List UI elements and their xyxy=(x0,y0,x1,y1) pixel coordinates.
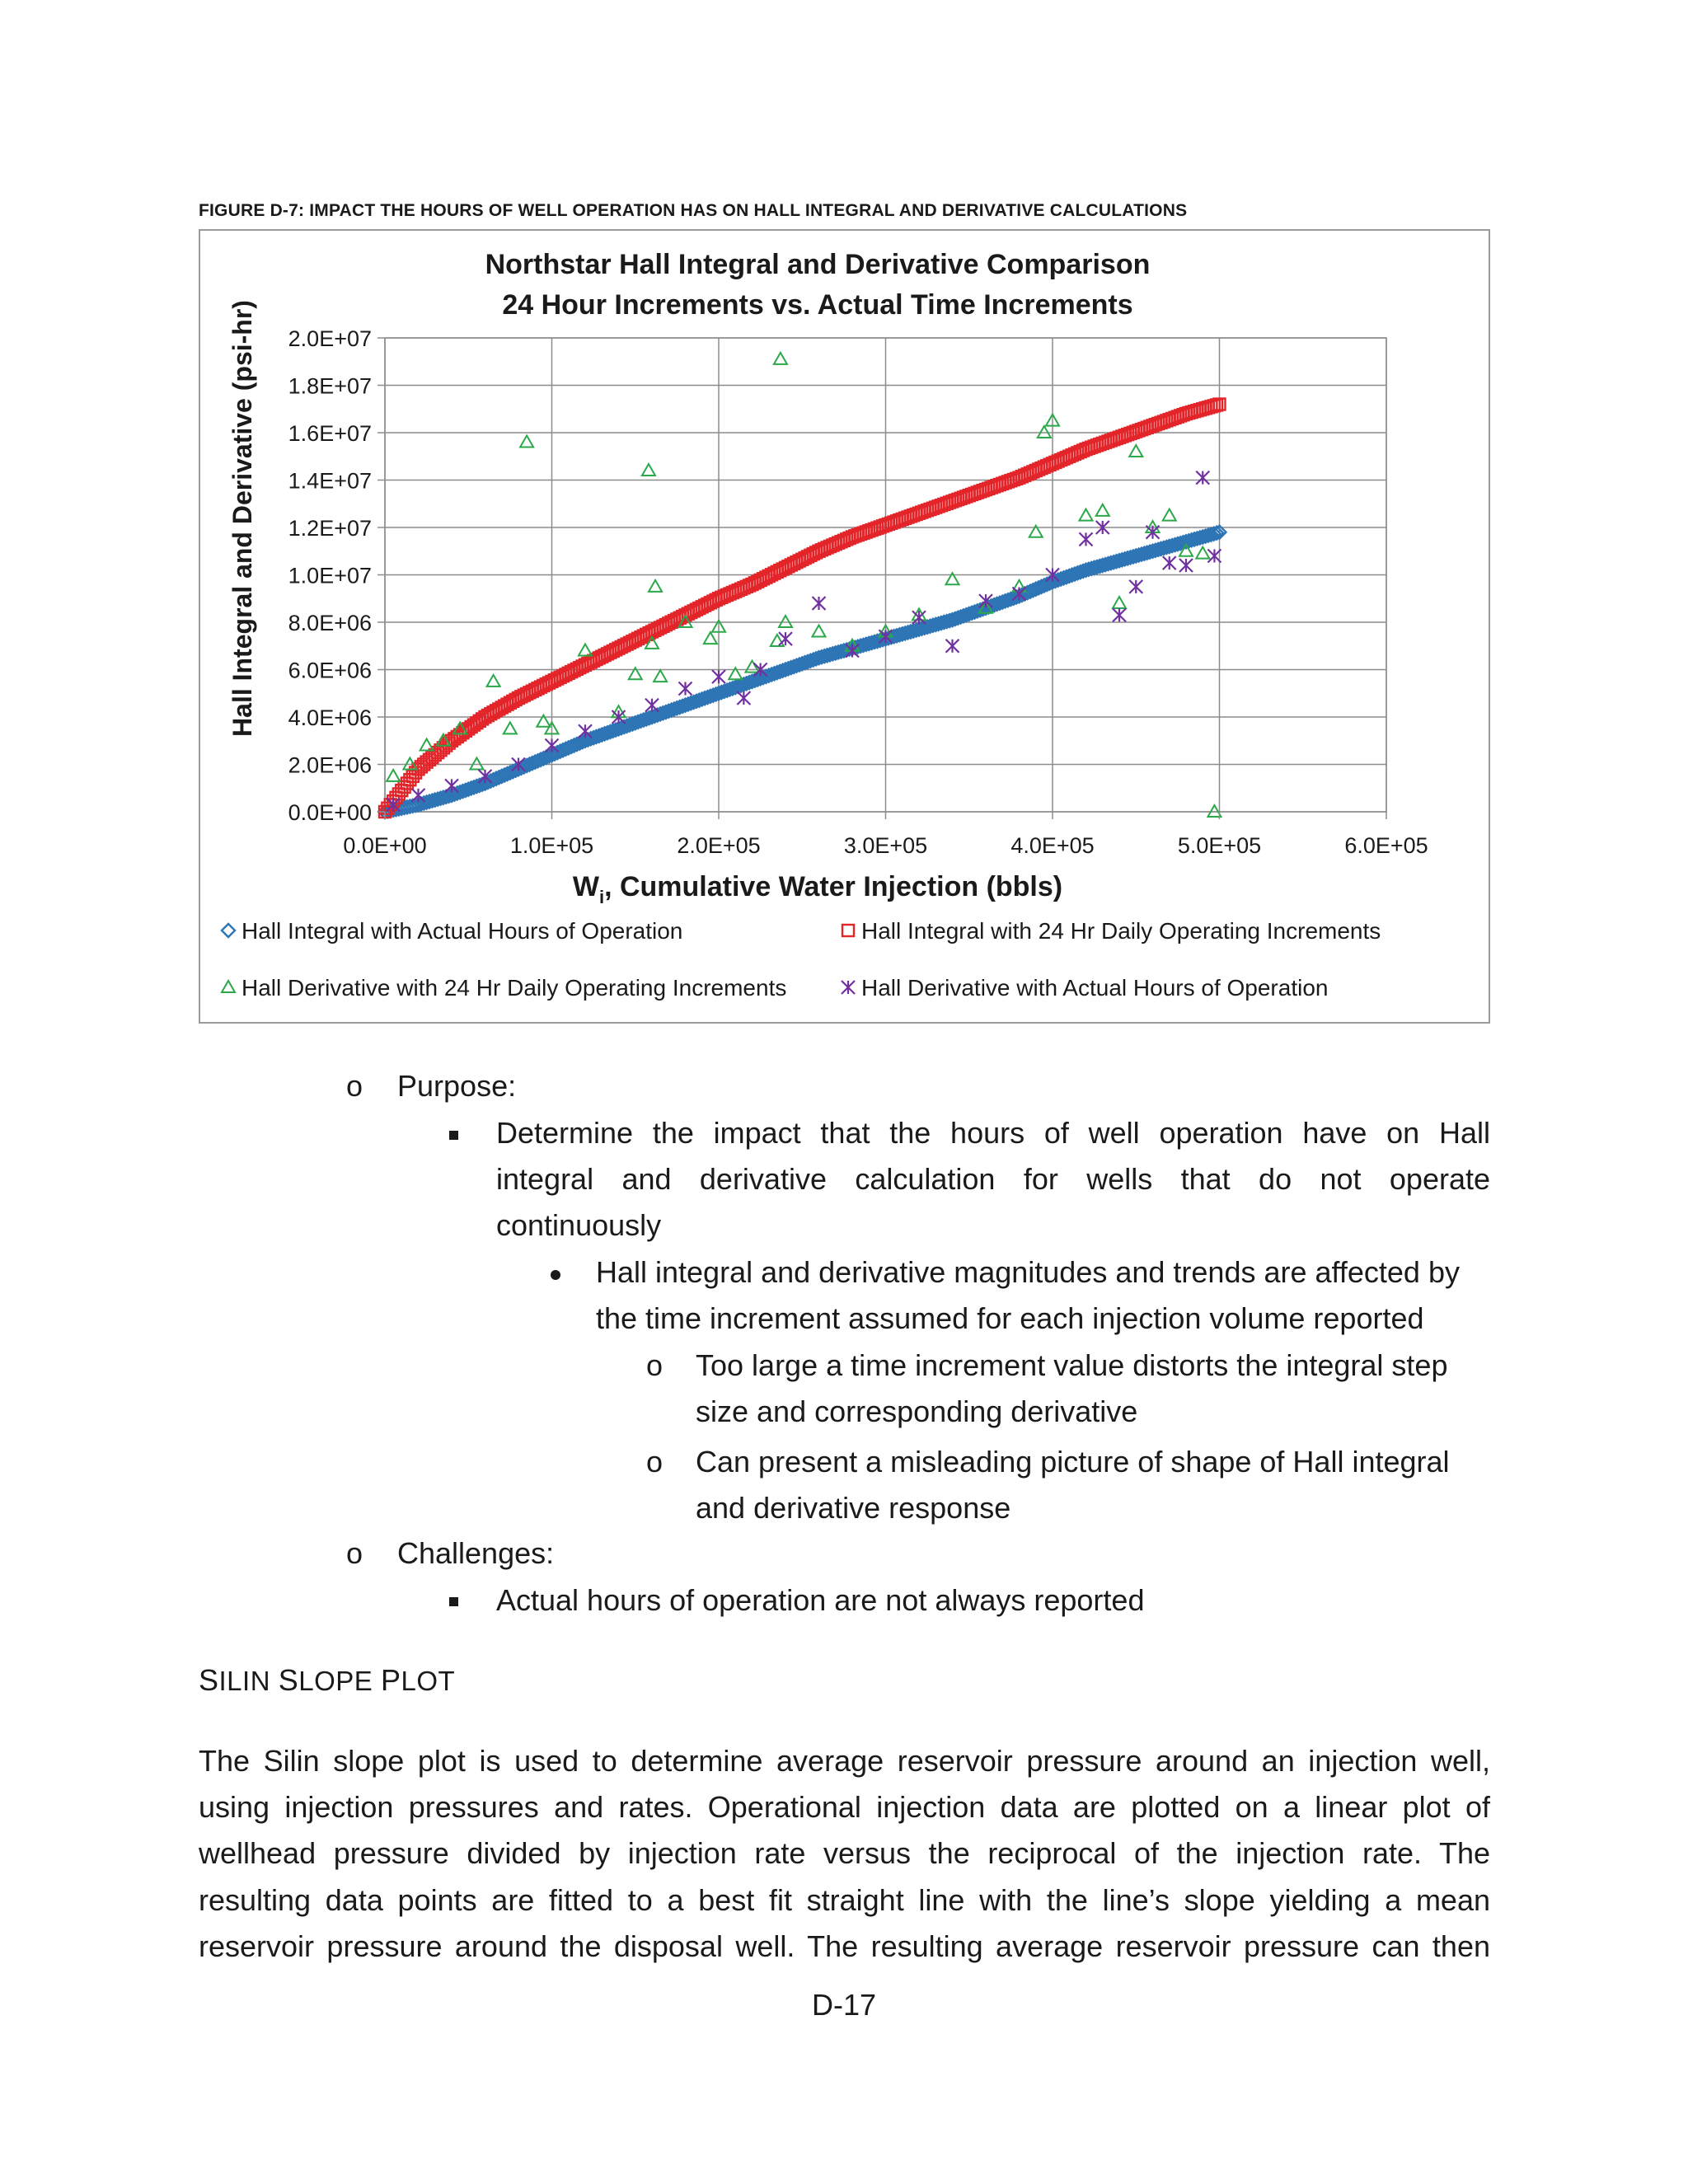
y-tick-label: 6.0E+06 xyxy=(288,658,372,683)
y-tick-label: 8.0E+06 xyxy=(288,611,372,635)
y-tick-label: 2.0E+06 xyxy=(288,752,372,778)
data-point xyxy=(546,739,559,752)
data-point xyxy=(1163,556,1176,569)
x-tick-label: 2.0E+05 xyxy=(677,833,761,858)
challenges-line-1: Actual hours of operation are not always reported xyxy=(496,1583,1145,1617)
challenges-bullet-circle: o xyxy=(346,1536,363,1570)
data-point xyxy=(1038,426,1051,438)
legend-marker-square xyxy=(842,925,854,936)
data-point xyxy=(645,699,659,712)
x-label-subscript: i xyxy=(598,887,605,907)
challenges-bullet-square xyxy=(449,1597,458,1606)
data-point xyxy=(1163,509,1176,521)
section-heading: SILIN SLOPE PLOT xyxy=(199,1663,456,1697)
chart-ticks xyxy=(288,326,1428,858)
chart-title-line2: 24 Hour Increments vs. Actual Time Increments xyxy=(502,289,1133,321)
body-line-2: using injection pressures and rates. Operational injection data are plotted on a linear plot of xyxy=(199,1790,1490,1824)
sub-bullet-circle-2: o xyxy=(646,1445,663,1479)
chart-grid xyxy=(385,338,1386,812)
y-tick-label: 1.8E+07 xyxy=(288,373,372,399)
data-point xyxy=(1080,509,1093,521)
legend-label: Hall Integral with 24 Hr Daily Operating Increments xyxy=(861,918,1381,944)
data-point xyxy=(1129,580,1142,593)
data-point xyxy=(779,616,792,627)
data-point xyxy=(387,770,400,781)
x-tick-label: 1.0E+05 xyxy=(509,833,594,858)
data-point xyxy=(1096,504,1109,516)
purpose-heading: Purpose: xyxy=(397,1069,517,1103)
legend-label: Hall Derivative with Actual Hours of Operation xyxy=(861,975,1329,1001)
chart-y-axis-label: Hall Integral and Derivative (psi-hr) xyxy=(227,300,257,737)
series-hall-derivative-24hr xyxy=(387,353,1221,817)
bullet-line-1: Hall integral and derivative magnitudes and trends are affected by xyxy=(596,1255,1460,1289)
legend-marker-asterisk xyxy=(842,981,855,994)
purpose-line-1: Determine the impact that the hours of well operation have on Hall xyxy=(496,1116,1490,1150)
data-point xyxy=(1179,559,1193,572)
chart-title-line1: Northstar Hall Integral and Derivative Comparison xyxy=(485,249,1151,280)
x-tick-label: 0.0E+00 xyxy=(343,833,427,858)
y-tick-label: 1.4E+07 xyxy=(288,468,372,494)
chart-x-axis-label xyxy=(573,871,1062,907)
data-point xyxy=(946,640,959,653)
chart-legend xyxy=(222,918,1381,1001)
body-line-5: reservoir pressure around the disposal well. The resulting average reservoir pressure can then xyxy=(199,1929,1490,1963)
sub-bullet-circle-1: o xyxy=(646,1348,663,1382)
data-point xyxy=(712,670,725,683)
x-label-rest: , Cumulative Water Injection (bbls) xyxy=(604,871,1063,902)
y-tick-label: 1.2E+07 xyxy=(288,516,372,541)
x-tick-label: 5.0E+05 xyxy=(1177,833,1262,858)
legend-marker-diamond xyxy=(222,924,235,937)
data-point xyxy=(1196,471,1209,485)
data-point xyxy=(679,682,692,696)
series-hall-integral-24hr xyxy=(379,399,1226,818)
x-tick-label: 6.0E+05 xyxy=(1344,833,1428,858)
legend-item xyxy=(842,975,1328,1001)
body-line-3: wellhead pressure divided by injection rate versus the reciprocal of the injection rate. The xyxy=(199,1836,1490,1870)
data-point xyxy=(737,691,750,705)
sub-bullet-2-line-1: Can present a misleading picture of shape of Hall integral xyxy=(696,1445,1450,1479)
bullet-dot xyxy=(551,1270,560,1280)
data-point xyxy=(779,632,792,645)
sub-bullet-1-line-1: Too large a time increment value distorts the integral step xyxy=(696,1348,1448,1382)
data-point xyxy=(774,353,787,364)
data-point xyxy=(487,675,500,687)
data-point xyxy=(470,758,483,770)
y-tick-label: 0.0E+00 xyxy=(288,800,372,825)
purpose-line-2: integral and derivative calculation for wells that do not operate xyxy=(496,1162,1490,1196)
series-hall-integral-actual xyxy=(378,526,1226,818)
series-hall-derivative-actual xyxy=(387,471,1221,812)
data-point xyxy=(1129,445,1142,457)
page-number: D-17 xyxy=(811,1988,877,2022)
body-line-1: The Silin slope plot is used to determine average reservoir pressure around an injection well, xyxy=(199,1744,1490,1778)
x-label-main: W xyxy=(572,871,599,902)
y-tick-label: 4.0E+06 xyxy=(288,705,372,730)
legend-item xyxy=(842,918,1381,944)
legend-item xyxy=(222,975,786,1001)
legend-label: Hall Derivative with 24 Hr Daily Operating Increments xyxy=(241,975,787,1001)
data-point xyxy=(813,626,826,637)
data-point xyxy=(1113,597,1126,608)
body-line-4: resulting data points are fitted to a best fit straight line with the line’s slope yielding a mean xyxy=(199,1883,1490,1917)
data-point xyxy=(654,670,667,682)
purpose-line-3: continuously xyxy=(496,1208,662,1242)
figure-caption: FIGURE D-7: IMPACT THE HOURS OF WELL OPERATION HAS ON HALL INTEGRAL AND DERIVATIVE CALCULATIONS xyxy=(199,201,1188,220)
hall-chart xyxy=(200,231,1489,1022)
chart-series xyxy=(378,353,1226,818)
y-tick-label: 1.6E+07 xyxy=(288,421,372,446)
legend-label: Hall Integral with Actual Hours of Operation xyxy=(241,918,683,944)
legend-marker-triangle xyxy=(222,981,235,992)
challenges-heading: Challenges: xyxy=(397,1536,555,1570)
data-point xyxy=(649,580,662,592)
data-point xyxy=(642,464,655,476)
data-point xyxy=(504,722,517,733)
data-point xyxy=(445,779,458,792)
data-point xyxy=(1080,532,1093,546)
data-point xyxy=(412,789,425,802)
x-tick-label: 4.0E+05 xyxy=(1010,833,1095,858)
purpose-bullet-circle: o xyxy=(346,1069,363,1103)
sub-bullet-2-line-2: and derivative response xyxy=(696,1491,1011,1525)
data-point xyxy=(813,597,826,610)
data-point xyxy=(579,724,592,738)
y-tick-label: 1.0E+07 xyxy=(288,563,372,588)
data-point xyxy=(520,436,533,448)
data-point xyxy=(704,632,717,644)
data-point xyxy=(1196,547,1209,559)
data-point xyxy=(1113,608,1126,621)
purpose-bullet-square xyxy=(449,1131,458,1140)
y-tick-label: 2.0E+07 xyxy=(288,326,372,351)
bullet-line-2: the time increment assumed for each injection volume reported xyxy=(596,1301,1424,1335)
legend-item xyxy=(222,918,682,944)
x-tick-label: 3.0E+05 xyxy=(843,833,928,858)
sub-bullet-1-line-2: size and corresponding derivative xyxy=(696,1394,1138,1428)
figure-frame xyxy=(199,229,1490,1024)
